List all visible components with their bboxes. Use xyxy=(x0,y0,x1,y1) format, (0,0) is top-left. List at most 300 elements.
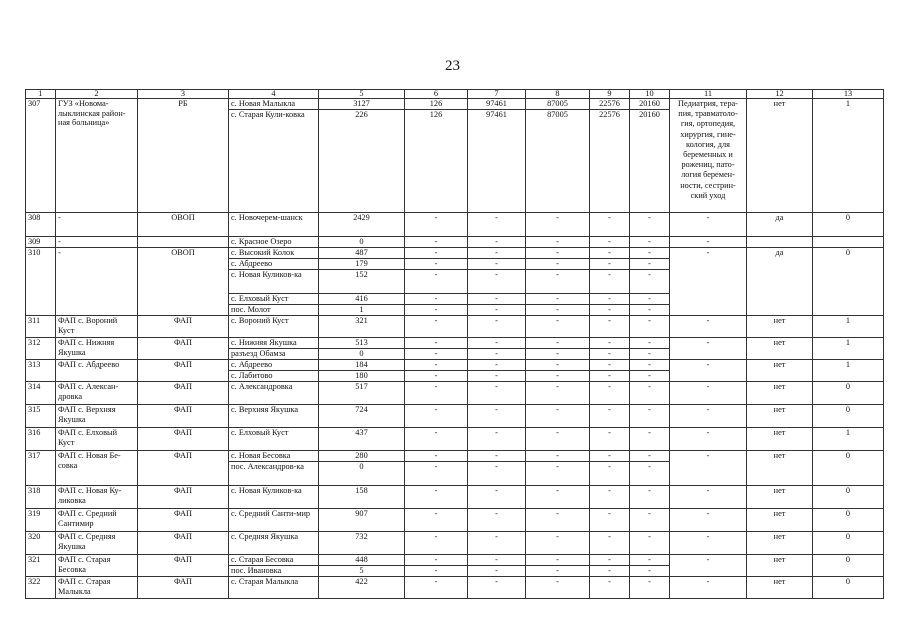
table-row xyxy=(26,213,884,237)
value-cell: - xyxy=(468,371,526,382)
settlement-cell: с. Средняя Якушка xyxy=(229,532,319,555)
profiles-cell: - xyxy=(670,338,747,360)
value-cell: - xyxy=(630,577,670,599)
count-cell: 0 xyxy=(813,213,884,237)
row-number: 309 xyxy=(26,237,56,248)
row-number: 308 xyxy=(26,213,56,237)
institution-type-cell: ОВОП xyxy=(138,248,229,316)
population-cell: 3127 xyxy=(319,99,405,110)
value-cell: - xyxy=(468,349,526,360)
row-number: 319 xyxy=(26,509,56,532)
settlement-cell: пос. Александров-ка xyxy=(229,462,319,486)
value-cell: - xyxy=(630,428,670,451)
organization-cell: - xyxy=(56,213,138,237)
value-cell: - xyxy=(630,213,670,237)
value-cell: - xyxy=(405,428,468,451)
value-cell: - xyxy=(526,566,590,577)
profiles-cell: - xyxy=(670,405,747,428)
value-cell: - xyxy=(405,532,468,555)
value-cell: - xyxy=(526,316,590,338)
value-cell: - xyxy=(590,428,630,451)
row-number: 315 xyxy=(26,405,56,428)
profiles-cell: Педиатрия, тера-пия, травматоло-гия, ортопедия, хирургия, гине-кология, для беременных и рожениц, пато-логия беремен-ности, сестрин-ский уход xyxy=(670,99,747,213)
population-cell: 448 xyxy=(319,555,405,566)
table-row xyxy=(26,451,884,462)
table-row xyxy=(26,338,884,349)
institution-type-cell: ФАП xyxy=(138,509,229,532)
value-cell: - xyxy=(590,294,630,305)
value-cell: - xyxy=(590,405,630,428)
table-row xyxy=(26,405,884,428)
population-cell: 416 xyxy=(319,294,405,305)
value-cell: - xyxy=(526,405,590,428)
value-cell: - xyxy=(590,259,630,270)
value-cell: - xyxy=(526,259,590,270)
value-cell: - xyxy=(405,566,468,577)
value-cell: - xyxy=(468,338,526,349)
col-header: 6 xyxy=(405,90,468,99)
col-header: 13 xyxy=(813,90,884,99)
table-row xyxy=(26,248,884,259)
profiles-cell: - xyxy=(670,248,747,316)
availability-cell: да xyxy=(747,213,813,237)
settlement-cell: с. Новая Куликов-ка xyxy=(229,270,319,294)
count-cell: 0 xyxy=(813,486,884,509)
count-cell: 0 xyxy=(813,577,884,599)
availability-cell: нет xyxy=(747,360,813,382)
col-header: 2 xyxy=(56,90,138,99)
value-cell: - xyxy=(526,338,590,349)
count-cell: 0 xyxy=(813,555,884,577)
count-cell: 0 xyxy=(813,532,884,555)
value-cell: - xyxy=(630,349,670,360)
profiles-cell: - xyxy=(670,213,747,237)
value-cell: - xyxy=(468,509,526,532)
availability-cell: нет xyxy=(747,405,813,428)
value-cell: - xyxy=(526,237,590,248)
page-number: 23 xyxy=(445,58,460,74)
population-cell: 487 xyxy=(319,248,405,259)
col-header: 5 xyxy=(319,90,405,99)
profiles-cell: - xyxy=(670,316,747,338)
value-cell: - xyxy=(468,360,526,371)
settlement-cell: с. Елховый Куст xyxy=(229,428,319,451)
value-cell: - xyxy=(630,509,670,532)
profiles-cell: - xyxy=(670,237,747,248)
table-row xyxy=(26,509,884,532)
row-number: 317 xyxy=(26,451,56,486)
value-cell: - xyxy=(526,486,590,509)
profiles-cell: - xyxy=(670,577,747,599)
population-cell: 513 xyxy=(319,338,405,349)
count-cell: 0 xyxy=(813,382,884,405)
row-number: 314 xyxy=(26,382,56,405)
value-cell: - xyxy=(405,270,468,294)
value-cell: - xyxy=(630,305,670,316)
population-cell: 226 xyxy=(319,110,405,213)
value-cell: - xyxy=(526,294,590,305)
value-cell: - xyxy=(590,566,630,577)
value-cell: - xyxy=(468,566,526,577)
header-row xyxy=(26,90,884,99)
settlement-cell: с. Новая Куликов-ка xyxy=(229,486,319,509)
value-cell: - xyxy=(405,259,468,270)
availability-cell xyxy=(747,237,813,248)
value-cell: - xyxy=(405,213,468,237)
value-cell: - xyxy=(630,382,670,405)
table-row xyxy=(26,99,884,110)
availability-cell: нет xyxy=(747,451,813,486)
institution-type-cell: ФАП xyxy=(138,405,229,428)
settlement-cell: с. Старая Малыкла xyxy=(229,577,319,599)
value-cell: - xyxy=(590,360,630,371)
value-cell: - xyxy=(526,462,590,486)
value-cell: - xyxy=(468,316,526,338)
value-cell: - xyxy=(468,248,526,259)
organization-cell: ФАП с. Нижняя Якушка xyxy=(56,338,138,360)
value-cell: - xyxy=(590,486,630,509)
settlement-cell: с. Средний Санти-мир xyxy=(229,509,319,532)
col-header: 3 xyxy=(138,90,229,99)
organization-cell: ФАП с. Средний Сантимир xyxy=(56,509,138,532)
value-cell: 87005 xyxy=(526,110,590,213)
value-cell: 20160 xyxy=(630,99,670,110)
value-cell: - xyxy=(630,371,670,382)
value-cell: - xyxy=(468,577,526,599)
col-header: 10 xyxy=(630,90,670,99)
value-cell: - xyxy=(590,462,630,486)
organization-cell: - xyxy=(56,248,138,316)
value-cell: - xyxy=(405,451,468,462)
population-cell: 437 xyxy=(319,428,405,451)
settlement-cell: с. Новочерем-шанск xyxy=(229,213,319,237)
institution-type-cell: ОВОП xyxy=(138,213,229,237)
row-number: 312 xyxy=(26,338,56,360)
value-cell: - xyxy=(590,382,630,405)
value-cell: - xyxy=(468,237,526,248)
institution-type-cell: ФАП xyxy=(138,555,229,577)
value-cell: - xyxy=(526,532,590,555)
value-cell: 22576 xyxy=(590,110,630,213)
organization-cell: - xyxy=(56,237,138,248)
organization-cell: ФАП с. Средняя Якушка xyxy=(56,532,138,555)
value-cell: - xyxy=(526,451,590,462)
settlement-cell: с. Елховый Куст xyxy=(229,294,319,305)
settlement-cell: с. Высокий Колок xyxy=(229,248,319,259)
availability-cell: нет xyxy=(747,316,813,338)
value-cell: 126 xyxy=(405,110,468,213)
table-row xyxy=(26,486,884,509)
count-cell xyxy=(813,237,884,248)
population-cell: 0 xyxy=(319,462,405,486)
value-cell: - xyxy=(590,316,630,338)
value-cell: - xyxy=(405,338,468,349)
availability-cell: нет xyxy=(747,428,813,451)
value-cell: 97461 xyxy=(468,110,526,213)
value-cell: - xyxy=(526,577,590,599)
row-number: 316 xyxy=(26,428,56,451)
row-number: 320 xyxy=(26,532,56,555)
organization-cell: ФАП с. Старая Малыкла xyxy=(56,577,138,599)
value-cell: - xyxy=(468,428,526,451)
availability-cell: нет xyxy=(747,532,813,555)
count-cell: 1 xyxy=(813,99,884,213)
population-cell: 422 xyxy=(319,577,405,599)
organization-cell: ФАП с. Старая Бесовка xyxy=(56,555,138,577)
population-cell: 179 xyxy=(319,259,405,270)
institution-type-cell: ФАП xyxy=(138,338,229,360)
value-cell: - xyxy=(590,577,630,599)
availability-cell: нет xyxy=(747,509,813,532)
institution-type-cell xyxy=(138,237,229,248)
population-cell: 158 xyxy=(319,486,405,509)
count-cell: 0 xyxy=(813,405,884,428)
value-cell: - xyxy=(405,382,468,405)
value-cell: - xyxy=(405,555,468,566)
organization-cell: ГУЗ «Новома-лыклинская район-ная больница» xyxy=(56,99,138,213)
value-cell: - xyxy=(526,382,590,405)
value-cell: - xyxy=(468,486,526,509)
profiles-cell: - xyxy=(670,382,747,405)
value-cell: 126 xyxy=(405,99,468,110)
row-number: 321 xyxy=(26,555,56,577)
value-cell: - xyxy=(526,360,590,371)
value-cell: - xyxy=(468,213,526,237)
value-cell: - xyxy=(405,237,468,248)
count-cell: 1 xyxy=(813,338,884,360)
col-header: 11 xyxy=(670,90,747,99)
value-cell: - xyxy=(630,462,670,486)
organization-cell: ФАП с. Абдреево xyxy=(56,360,138,382)
organization-cell: ФАП с. Новая Бе-совка xyxy=(56,451,138,486)
row-number: 322 xyxy=(26,577,56,599)
table-row xyxy=(26,237,884,248)
value-cell: - xyxy=(590,555,630,566)
institution-type-cell: ФАП xyxy=(138,451,229,486)
value-cell: - xyxy=(405,294,468,305)
value-cell: - xyxy=(630,451,670,462)
availability-cell: нет xyxy=(747,577,813,599)
col-header: 9 xyxy=(590,90,630,99)
table-row xyxy=(26,532,884,555)
profiles-cell: - xyxy=(670,532,747,555)
value-cell: - xyxy=(590,237,630,248)
population-cell: 2429 xyxy=(319,213,405,237)
row-number: 318 xyxy=(26,486,56,509)
value-cell: - xyxy=(405,305,468,316)
profiles-cell: - xyxy=(670,555,747,577)
institution-type-cell: ФАП xyxy=(138,316,229,338)
profiles-cell: - xyxy=(670,428,747,451)
value-cell: - xyxy=(405,405,468,428)
value-cell: - xyxy=(630,405,670,428)
value-cell: - xyxy=(468,382,526,405)
institution-type-cell: ФАП xyxy=(138,577,229,599)
count-cell: 0 xyxy=(813,248,884,316)
value-cell: - xyxy=(590,338,630,349)
value-cell: - xyxy=(630,237,670,248)
row-number: 311 xyxy=(26,316,56,338)
organization-cell: ФАП с. Вороний Куст xyxy=(56,316,138,338)
institution-type-cell: ФАП xyxy=(138,360,229,382)
count-cell: 0 xyxy=(813,509,884,532)
value-cell: - xyxy=(405,577,468,599)
value-cell: - xyxy=(468,555,526,566)
value-cell: - xyxy=(590,451,630,462)
value-cell: - xyxy=(526,270,590,294)
value-cell: - xyxy=(468,259,526,270)
population-cell: 732 xyxy=(319,532,405,555)
table-row xyxy=(26,555,884,566)
col-header: 1 xyxy=(26,90,56,99)
settlement-cell: с. Верхняя Якушка xyxy=(229,405,319,428)
value-cell: - xyxy=(526,371,590,382)
row-number: 307 xyxy=(26,99,56,213)
col-header: 7 xyxy=(468,90,526,99)
value-cell: 87005 xyxy=(526,99,590,110)
value-cell: - xyxy=(630,486,670,509)
profiles-cell: - xyxy=(670,360,747,382)
value-cell: - xyxy=(405,371,468,382)
data-table xyxy=(25,89,884,599)
availability-cell: нет xyxy=(747,486,813,509)
count-cell: 1 xyxy=(813,360,884,382)
population-cell: 5 xyxy=(319,566,405,577)
value-cell: - xyxy=(526,349,590,360)
count-cell: 1 xyxy=(813,428,884,451)
value-cell: - xyxy=(590,270,630,294)
settlement-cell: с. Новая Бесовка xyxy=(229,451,319,462)
value-cell: - xyxy=(468,270,526,294)
value-cell: - xyxy=(405,462,468,486)
population-cell: 321 xyxy=(319,316,405,338)
population-cell: 517 xyxy=(319,382,405,405)
population-cell: 907 xyxy=(319,509,405,532)
value-cell: - xyxy=(630,338,670,349)
profiles-cell: - xyxy=(670,451,747,486)
population-cell: 0 xyxy=(319,349,405,360)
organization-cell: ФАП с. Алексан-дровка xyxy=(56,382,138,405)
value-cell: - xyxy=(405,349,468,360)
table-row xyxy=(26,360,884,371)
value-cell: - xyxy=(468,532,526,555)
settlement-cell: с. Абдреево xyxy=(229,360,319,371)
value-cell: - xyxy=(630,532,670,555)
value-cell: - xyxy=(468,462,526,486)
value-cell: - xyxy=(630,248,670,259)
col-header: 4 xyxy=(229,90,319,99)
value-cell: - xyxy=(468,451,526,462)
settlement-cell: с. Красное Озеро xyxy=(229,237,319,248)
population-cell: 180 xyxy=(319,371,405,382)
table-body xyxy=(26,99,884,599)
value-cell: - xyxy=(590,305,630,316)
value-cell: - xyxy=(405,316,468,338)
organization-cell: ФАП с. Новая Ку-ликовка xyxy=(56,486,138,509)
count-cell: 1 xyxy=(813,316,884,338)
value-cell: - xyxy=(468,294,526,305)
value-cell: - xyxy=(590,213,630,237)
table-row xyxy=(26,382,884,405)
settlement-cell: с. Абдреево xyxy=(229,259,319,270)
population-cell: 1 xyxy=(319,305,405,316)
table-row xyxy=(26,577,884,599)
population-cell: 0 xyxy=(319,237,405,248)
organization-cell: ФАП с. Верхняя Якушка xyxy=(56,405,138,428)
value-cell: 20160 xyxy=(630,110,670,213)
institution-type-cell: ФАП xyxy=(138,428,229,451)
settlement-cell: разъезд Обамза xyxy=(229,349,319,360)
value-cell: - xyxy=(590,248,630,259)
value-cell: - xyxy=(468,305,526,316)
population-cell: 280 xyxy=(319,451,405,462)
value-cell: - xyxy=(590,509,630,532)
availability-cell: нет xyxy=(747,555,813,577)
institution-type-cell: РБ xyxy=(138,99,229,213)
value-cell: - xyxy=(526,213,590,237)
value-cell: - xyxy=(405,248,468,259)
value-cell: - xyxy=(590,371,630,382)
row-number: 310 xyxy=(26,248,56,316)
col-header: 12 xyxy=(747,90,813,99)
table-row xyxy=(26,316,884,338)
value-cell: - xyxy=(405,509,468,532)
settlement-cell: с. Вороний Куст xyxy=(229,316,319,338)
availability-cell: нет xyxy=(747,382,813,405)
col-header: 8 xyxy=(526,90,590,99)
value-cell: - xyxy=(526,248,590,259)
value-cell: - xyxy=(526,428,590,451)
institution-type-cell: ФАП xyxy=(138,486,229,509)
population-cell: 184 xyxy=(319,360,405,371)
population-cell: 152 xyxy=(319,270,405,294)
value-cell: - xyxy=(526,509,590,532)
value-cell: - xyxy=(630,555,670,566)
settlement-cell: с. Новая Малыкла xyxy=(229,99,319,110)
profiles-cell: - xyxy=(670,486,747,509)
value-cell: - xyxy=(630,316,670,338)
value-cell: - xyxy=(405,360,468,371)
value-cell: - xyxy=(526,305,590,316)
population-cell: 724 xyxy=(319,405,405,428)
availability-cell: нет xyxy=(747,338,813,360)
value-cell: - xyxy=(590,349,630,360)
institution-type-cell: ФАП xyxy=(138,532,229,555)
value-cell: - xyxy=(405,486,468,509)
settlement-cell: с. Нижняя Якушка xyxy=(229,338,319,349)
value-cell: - xyxy=(590,532,630,555)
value-cell: 97461 xyxy=(468,99,526,110)
settlement-cell: пос. Ивановка xyxy=(229,566,319,577)
value-cell: - xyxy=(630,566,670,577)
row-number: 313 xyxy=(26,360,56,382)
settlement-cell: пос. Молот xyxy=(229,305,319,316)
organization-cell: ФАП с. Елховый Куст xyxy=(56,428,138,451)
value-cell: 22576 xyxy=(590,99,630,110)
count-cell: 0 xyxy=(813,451,884,486)
settlement-cell: с. Старая Кули-ковка xyxy=(229,110,319,213)
value-cell: - xyxy=(630,259,670,270)
value-cell: - xyxy=(630,360,670,371)
value-cell: - xyxy=(630,270,670,294)
table-row xyxy=(26,428,884,451)
settlement-cell: с. Александровка xyxy=(229,382,319,405)
availability-cell: да xyxy=(747,248,813,316)
profiles-cell: - xyxy=(670,509,747,532)
availability-cell: нет xyxy=(747,99,813,213)
value-cell: - xyxy=(526,555,590,566)
settlement-cell: с. Лабитово xyxy=(229,371,319,382)
